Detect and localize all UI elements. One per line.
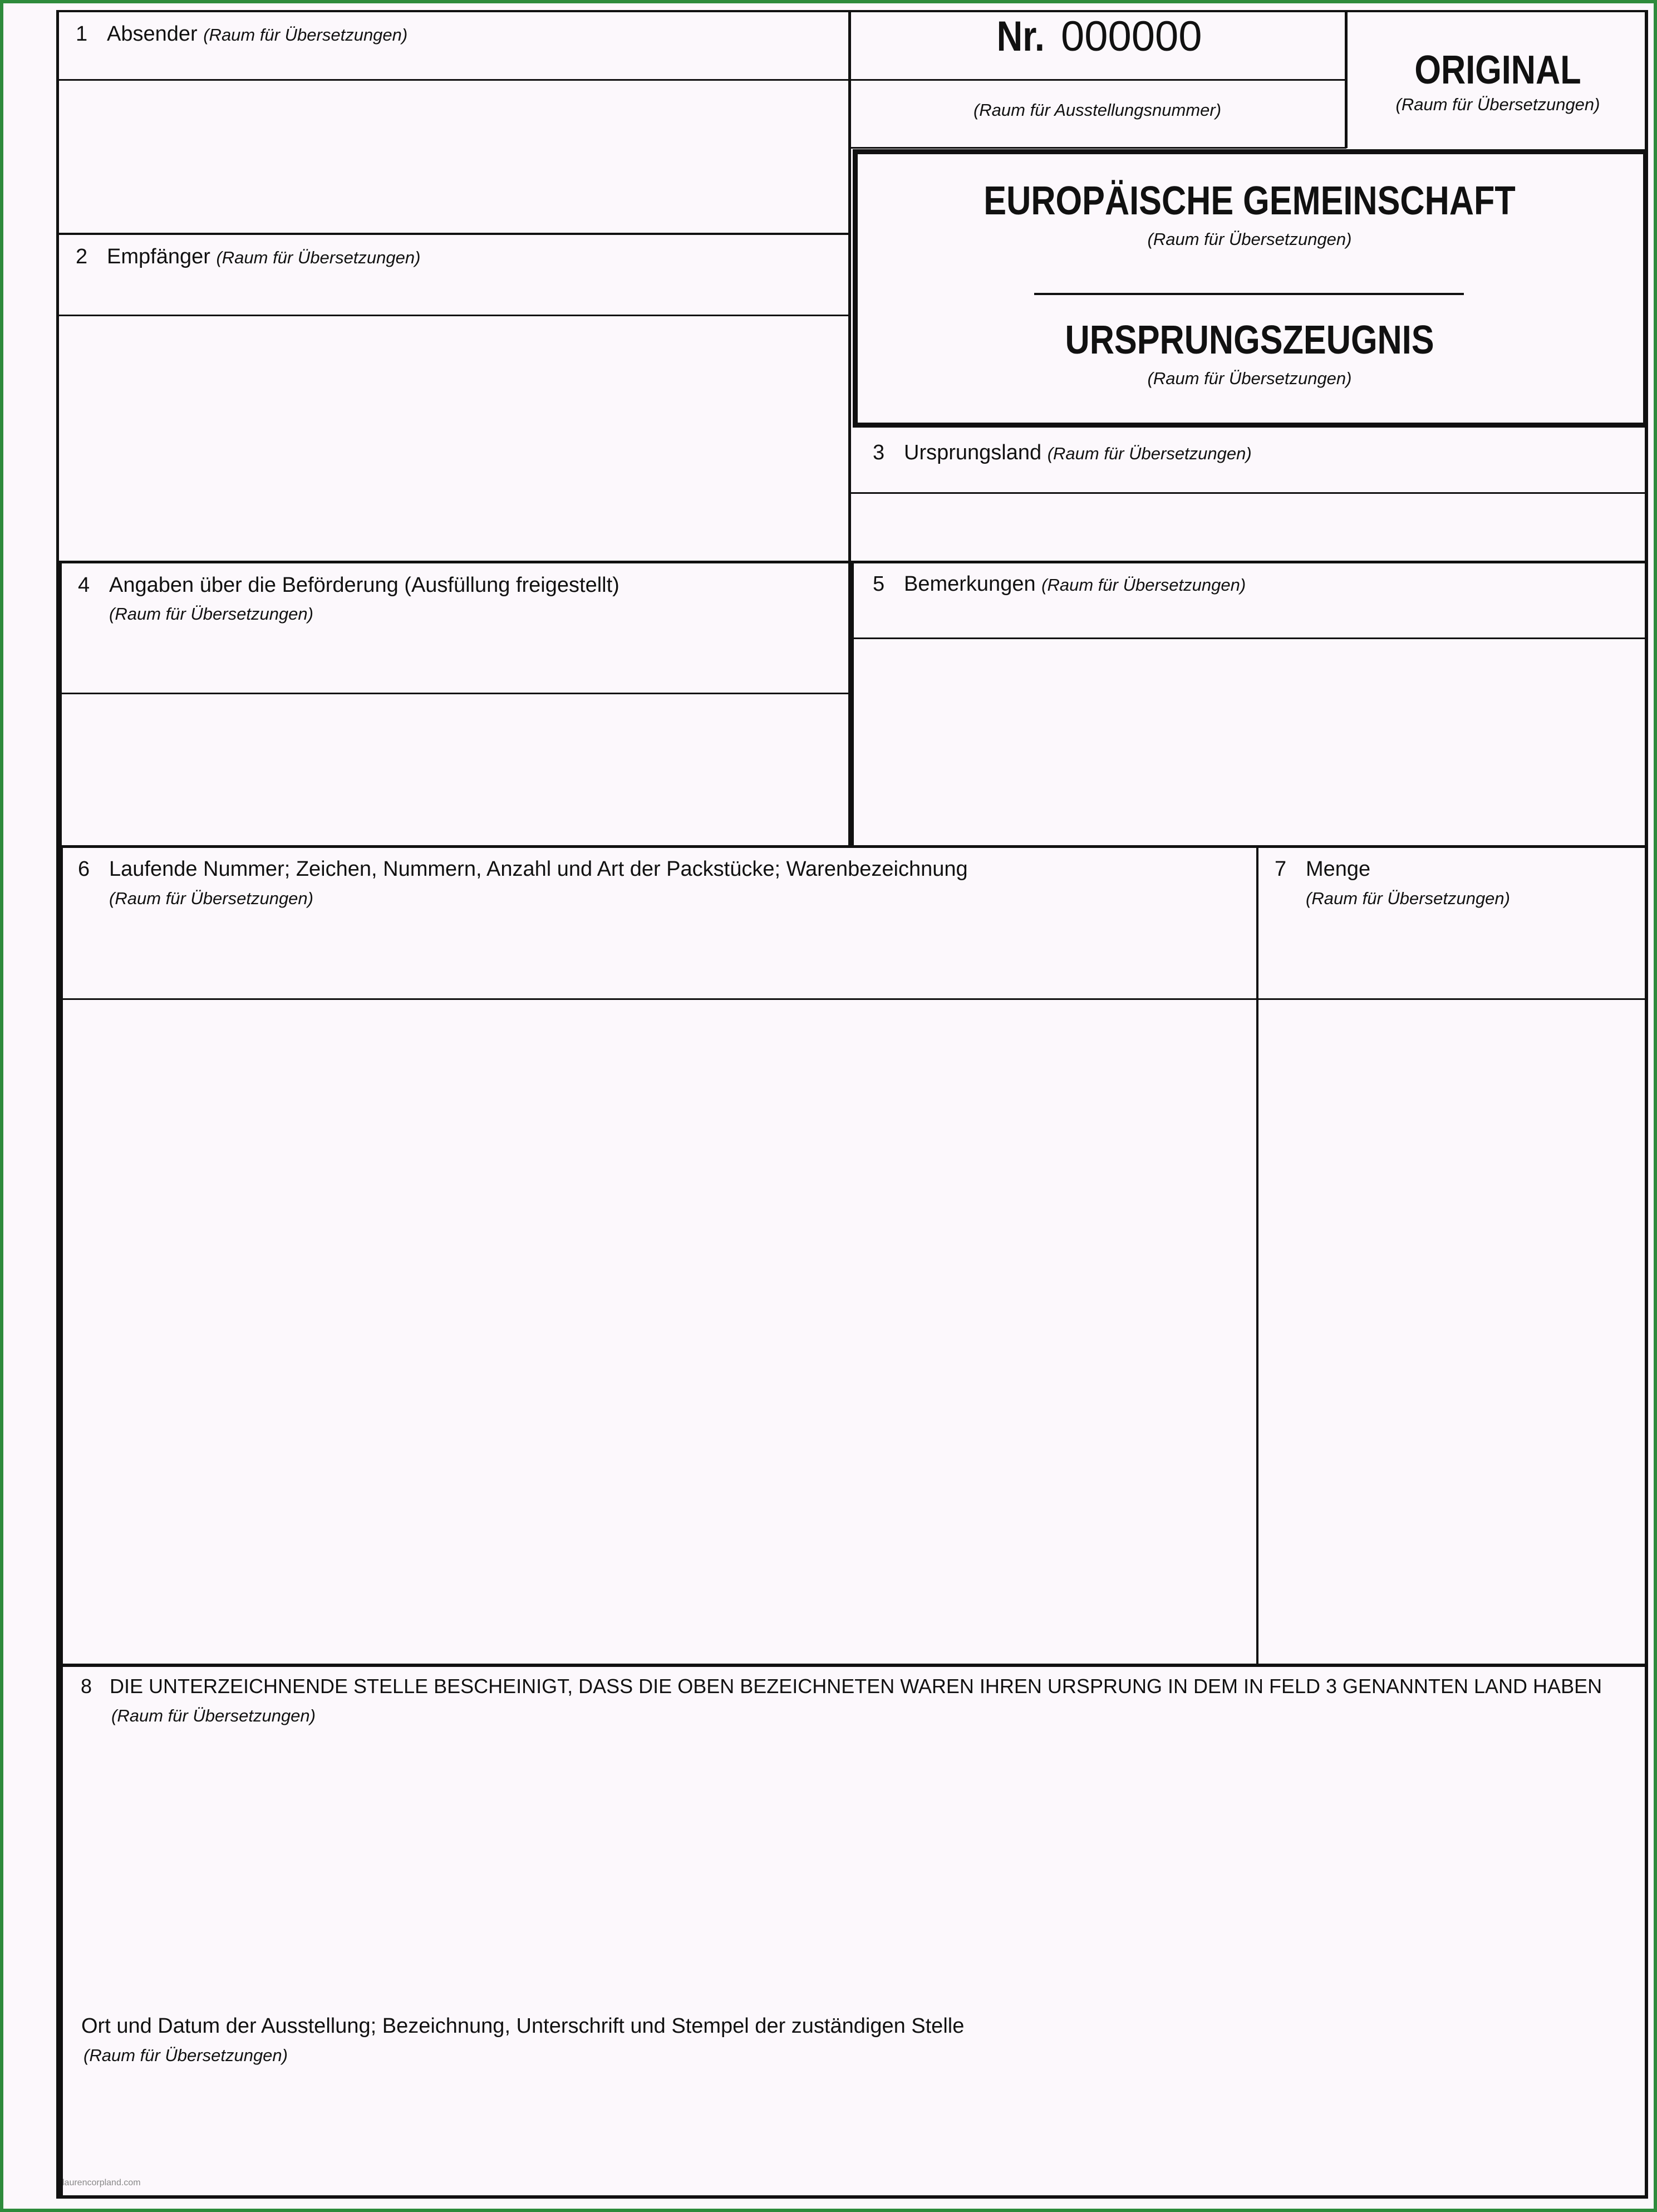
field-7-number: 7 <box>1275 857 1287 881</box>
field-8-header <box>81 1675 1602 1698</box>
original-label: ORIGINAL <box>1414 48 1581 92</box>
field-8-hint: (Raum für Übersetzungen) <box>111 1706 316 1725</box>
field-4-header <box>78 573 619 597</box>
field-2-input[interactable] <box>59 317 847 559</box>
rule <box>851 637 1647 639</box>
rule <box>848 79 1346 81</box>
rule <box>59 1664 1647 1667</box>
document-number <box>848 12 1346 61</box>
field-1-hint: (Raum für Übersetzungen) <box>203 25 408 45</box>
field-5-input[interactable] <box>854 640 1644 845</box>
field-5-label: Bemerkungen <box>904 572 1036 596</box>
field-3-hint: (Raum für Übersetzungen) <box>1047 444 1252 463</box>
field-4-number: 4 <box>78 573 90 597</box>
field-4-hint: (Raum für Übersetzungen) <box>109 604 313 624</box>
certificate-hint: (Raum für Übersetzungen) <box>1147 369 1352 388</box>
field-2-hint: (Raum für Übersetzungen) <box>216 248 421 267</box>
field-7-hint: (Raum für Übersetzungen) <box>1306 889 1510 908</box>
rule <box>59 998 1647 1000</box>
field-5-number: 5 <box>873 572 885 596</box>
field-1-label: Absender <box>107 22 198 46</box>
field-6-input[interactable] <box>63 1000 1256 1663</box>
field-6-header <box>78 857 968 881</box>
rule <box>59 693 849 694</box>
field-7-label: Menge <box>1306 857 1371 881</box>
rule <box>1256 845 1258 1666</box>
field-6-number: 6 <box>78 857 90 881</box>
field-3-number: 3 <box>873 441 885 464</box>
field-2-header <box>76 245 420 269</box>
field-1-number: 1 <box>76 22 88 46</box>
signature-area[interactable] <box>63 2071 1644 2194</box>
field-3-header <box>873 441 1252 465</box>
field-1-header <box>76 22 407 46</box>
rule <box>56 315 849 316</box>
watermark: laurencorpland.com <box>62 2178 141 2188</box>
rule <box>851 492 1647 494</box>
field-4-label: Angaben über die Beförderung (Ausfüllung freigestellt) <box>109 573 619 597</box>
rule <box>848 147 1346 149</box>
rule <box>59 845 1647 848</box>
field-4-input[interactable] <box>62 695 849 844</box>
field-7-input[interactable] <box>1259 1000 1644 1663</box>
field-8-number: 8 <box>81 1675 92 1698</box>
field-2-label: Empfänger <box>107 245 210 268</box>
field-2-number: 2 <box>76 245 88 268</box>
signature-label: Ort und Datum der Ausstellung; Bezeichnung, Unterschrift und Stempel der zuständigen Stelle <box>81 2014 965 2038</box>
title-divider <box>1034 293 1464 295</box>
field-1-input[interactable] <box>59 81 847 232</box>
issue-number-hint: (Raum für Ausstellungsnummer) <box>973 100 1222 120</box>
field-5-header <box>873 572 1246 596</box>
rule <box>56 233 849 235</box>
field-3-input[interactable] <box>854 494 1644 559</box>
rule <box>56 2195 1648 2199</box>
certificate-title: URSPRUNGSZEUGNIS <box>1065 318 1434 362</box>
nr-label: Nr. <box>997 13 1045 60</box>
field-6-label: Laufende Nummer; Zeichen, Nummern, Anzahl und Art der Packstücke; Warenbezeichnung <box>109 857 968 881</box>
rule <box>56 79 849 81</box>
field-7-header <box>1275 857 1370 881</box>
signature-hint: (Raum für Übersetzungen) <box>83 2046 288 2065</box>
field-3-label: Ursprungsland <box>904 441 1042 464</box>
field-5-hint: (Raum für Übersetzungen) <box>1041 575 1246 595</box>
community-title: EUROPÄISCHE GEMEINSCHAFT <box>984 179 1516 223</box>
original-hint: (Raum für Übersetzungen) <box>1395 95 1600 114</box>
community-hint: (Raum für Übersetzungen) <box>1147 229 1352 249</box>
rule <box>59 845 63 2198</box>
field-8-label: DIE UNTERZEICHNENDE STELLE BESCHEINIGT, DASS DIE OBEN BEZEICHNETEN WAREN IHREN URSPRUNG IN DEM IN FELD 3 GENANNTEN LAND HABEN <box>110 1675 1602 1698</box>
field-6-hint: (Raum für Übersetzungen) <box>109 889 313 908</box>
nr-value: 000000 <box>1060 13 1202 60</box>
